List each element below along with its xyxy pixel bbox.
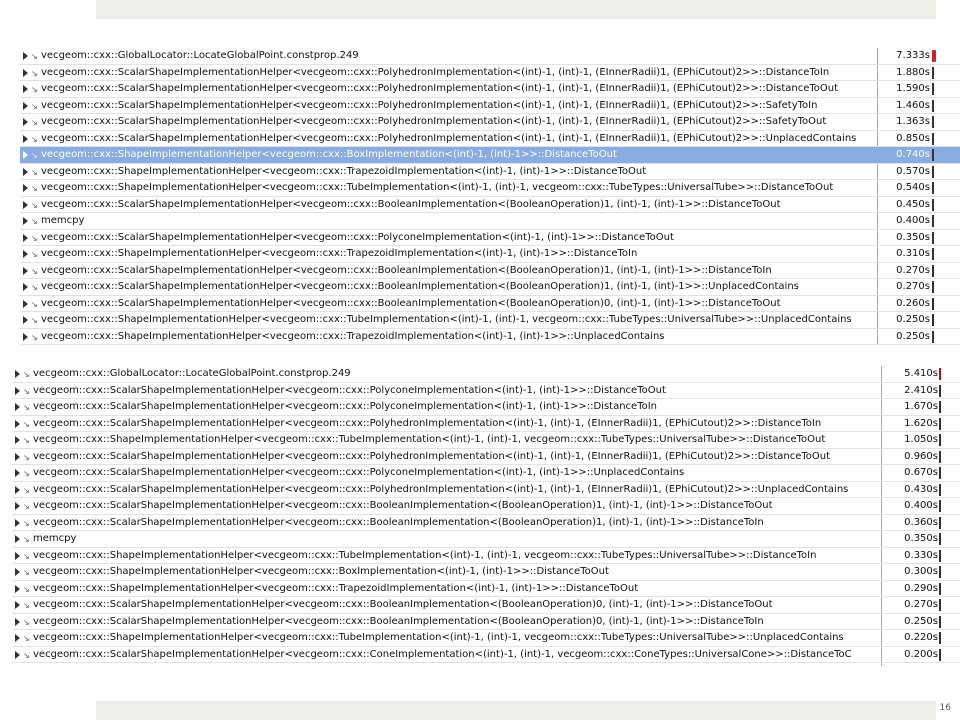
table-row[interactable] — [12, 399, 960, 416]
table-row[interactable] — [20, 164, 960, 181]
time-bar — [939, 583, 941, 595]
function-name: vecgeom::cxx::ScalarShapeImplementationHelper<vecgeom::cxx::PolyconeImplementation<(int)-1, (int)-1>>::UnplacedContains — [33, 467, 685, 478]
expand-arrow-icon[interactable] — [23, 184, 28, 192]
cpu-time: 7.333s — [896, 50, 930, 61]
function-name: vecgeom::cxx::ShapeImplementationHelper<vecgeom::cxx::TubeImplementation<(int)-1, (int)-1, vecgeom::cxx::TubeTypes::UniversalTube>>::UnplacedContains — [33, 632, 844, 643]
callee-arrow-icon: ↘ — [31, 266, 38, 276]
profile-table-bottom — [12, 366, 960, 666]
expand-arrow-icon[interactable] — [15, 568, 20, 576]
callee-arrow-icon: ↘ — [23, 386, 30, 396]
cpu-time: 0.350s — [896, 231, 930, 243]
cpu-time: 0.270s — [896, 264, 930, 276]
callee-arrow-icon: ↘ — [23, 518, 30, 528]
expand-arrow-icon[interactable] — [23, 135, 28, 143]
time-bar — [939, 467, 941, 479]
callee-arrow-icon: ↘ — [23, 617, 30, 627]
callee-arrow-icon: ↘ — [23, 485, 30, 495]
profile-table-top — [20, 48, 960, 345]
table-row[interactable] — [12, 548, 960, 565]
time-bar — [939, 368, 941, 380]
table-row[interactable] — [12, 465, 960, 482]
function-name: vecgeom::cxx::ScalarShapeImplementationHelper<vecgeom::cxx::PolyhedronImplementation<(int)-1, (int)-1, (EInnerRadii)1, (EPhiCutout)2>>::DistanceToIn — [41, 66, 830, 78]
callee-arrow-icon: ↘ — [31, 68, 38, 78]
time-bar — [932, 182, 934, 194]
table-row[interactable] — [12, 416, 960, 433]
callee-arrow-icon: ↘ — [31, 299, 38, 309]
time-bar — [939, 517, 941, 529]
cpu-time: 0.260s — [896, 297, 930, 309]
cpu-time: 0.670s — [904, 467, 938, 478]
table-row[interactable] — [12, 482, 960, 499]
cpu-time: 0.430s — [904, 483, 938, 495]
callee-arrow-icon: ↘ — [31, 101, 38, 111]
function-name: vecgeom::cxx::ScalarShapeImplementationHelper<vecgeom::cxx::PolyconeImplementation<(int)-1, (int)-1>>::DistanceToOut — [33, 384, 666, 396]
table-row[interactable] — [20, 81, 960, 98]
expand-arrow-icon[interactable] — [23, 118, 28, 126]
time-bar — [939, 599, 941, 611]
cpu-time: 0.960s — [904, 450, 938, 462]
function-name: vecgeom::cxx::GlobalLocator::LocateGlobalPoint.constprop.249 — [41, 50, 359, 61]
cpu-time: 1.460s — [896, 99, 930, 111]
table-row[interactable] — [12, 564, 960, 581]
callee-arrow-icon: ↘ — [23, 370, 30, 379]
table-row[interactable] — [20, 213, 960, 230]
cpu-time: 0.300s — [904, 566, 938, 577]
expand-arrow-icon[interactable] — [15, 502, 20, 510]
cpu-time: 0.310s — [896, 248, 930, 259]
callee-arrow-icon: ↘ — [23, 568, 30, 577]
function-name: vecgeom::cxx::GlobalLocator::LocateGlobalPoint.constprop.249 — [33, 368, 351, 379]
table-row[interactable] — [12, 531, 960, 548]
table-row[interactable] — [20, 296, 960, 313]
function-name: vecgeom::cxx::ScalarShapeImplementationHelper<vecgeom::cxx::BooleanImplementation<(BooleanOperation)1, (int)-1, (int)-1>>::DistanceToIn — [41, 264, 772, 276]
callee-arrow-icon: ↘ — [23, 584, 30, 594]
function-name: vecgeom::cxx::ShapeImplementationHelper<vecgeom::cxx::TrapezoidImplementation<(int)-1, (int)-1>>::UnplacedContains — [41, 330, 665, 342]
cpu-time: 0.330s — [904, 549, 938, 561]
cpu-time: 0.250s — [896, 314, 930, 325]
function-name: vecgeom::cxx::ScalarShapeImplementationHelper<vecgeom::cxx::ConeImplementation<(int)-1, (int)-1, vecgeom::cxx::ConeTypes::UniversalCone>>::DistanceToC — [33, 648, 852, 660]
callee-arrow-icon: ↘ — [31, 151, 38, 160]
time-bar — [932, 281, 934, 293]
expand-arrow-icon[interactable] — [15, 486, 20, 494]
callee-arrow-icon: ↘ — [31, 250, 38, 259]
table-row[interactable] — [20, 147, 960, 164]
time-bar — [939, 418, 941, 430]
expand-arrow-icon[interactable] — [23, 250, 28, 258]
function-name: vecgeom::cxx::ScalarShapeImplementationHelper<vecgeom::cxx::PolyhedronImplementation<(int)-1, (int)-1, (EInnerRadii)1, (EPhiCutout)2>>::UnplacedContains — [33, 483, 849, 495]
expand-arrow-icon[interactable] — [23, 52, 28, 60]
function-name: vecgeom::cxx::ShapeImplementationHelper<vecgeom::cxx::TubeImplementation<(int)-1, (int)-1, vecgeom::cxx::TubeTypes::UniversalTube>>::DistanceToOut — [41, 182, 834, 193]
slide-top-band — [96, 0, 936, 19]
time-bar — [939, 385, 941, 397]
cpu-time: 0.360s — [904, 516, 938, 528]
table-row[interactable] — [12, 449, 960, 466]
table-row[interactable] — [12, 630, 960, 647]
expand-arrow-icon[interactable] — [15, 370, 20, 378]
expand-arrow-icon[interactable] — [23, 234, 28, 242]
callee-arrow-icon: ↘ — [31, 217, 38, 226]
function-name: vecgeom::cxx::ScalarShapeImplementationHelper<vecgeom::cxx::BooleanImplementation<(BooleanOperation)1, (int)-1, (int)-1>>::DistanceToOut — [33, 500, 773, 511]
cpu-time: 0.850s — [896, 132, 930, 144]
callee-arrow-icon: ↘ — [31, 184, 38, 193]
time-bar — [939, 401, 941, 413]
cpu-time: 1.620s — [904, 417, 938, 429]
callee-arrow-icon: ↘ — [23, 469, 30, 478]
expand-arrow-icon[interactable] — [23, 151, 28, 159]
table-row[interactable] — [20, 279, 960, 296]
cpu-time: 0.290s — [904, 582, 938, 594]
callee-arrow-icon: ↘ — [23, 535, 30, 544]
table-row[interactable] — [12, 432, 960, 449]
expand-arrow-icon[interactable] — [23, 69, 28, 77]
expand-arrow-icon[interactable] — [15, 651, 20, 659]
table-row[interactable] — [20, 329, 960, 346]
table-row[interactable] — [12, 647, 960, 664]
time-bar — [932, 100, 934, 112]
slide-bottom-band — [96, 701, 936, 720]
callee-arrow-icon: ↘ — [31, 233, 38, 243]
cpu-time: 0.350s — [904, 533, 938, 544]
function-name: vecgeom::cxx::ScalarShapeImplementationHelper<vecgeom::cxx::BooleanImplementation<(BooleanOperation)0, (int)-1, (int)-1>>::DistanceToIn — [33, 615, 764, 627]
cpu-time: 0.250s — [896, 330, 930, 342]
cpu-time: 5.410s — [904, 368, 938, 379]
expand-arrow-icon[interactable] — [23, 102, 28, 110]
cpu-time: 0.570s — [896, 165, 930, 177]
cpu-time: 0.740s — [896, 149, 930, 160]
time-bar — [939, 566, 941, 578]
cpu-time: 0.270s — [904, 599, 938, 610]
callee-arrow-icon: ↘ — [23, 436, 30, 445]
cpu-time: 1.670s — [904, 401, 938, 412]
table-row[interactable] — [12, 498, 960, 515]
time-bar — [932, 298, 934, 310]
expand-arrow-icon[interactable] — [15, 535, 20, 543]
table-row[interactable] — [20, 180, 960, 197]
function-name: vecgeom::cxx::ScalarShapeImplementationHelper<vecgeom::cxx::BooleanImplementation<(BooleanOperation)1, (int)-1, (int)-1>>::UnplacedContains — [41, 281, 799, 292]
function-name: vecgeom::cxx::ScalarShapeImplementationHelper<vecgeom::cxx::PolyhedronImplementation<(int)-1, (int)-1, (EInnerRadii)1, (EPhiCutout)2>>::DistanceToOut — [41, 83, 839, 94]
expand-arrow-icon[interactable] — [15, 552, 20, 560]
function-name: vecgeom::cxx::ScalarShapeImplementationHelper<vecgeom::cxx::PolyhedronImplementation<(int)-1, (int)-1, (EInnerRadii)1, (EPhiCutout)2>>::DistanceToIn — [33, 417, 822, 429]
time-bar — [932, 67, 934, 79]
expand-arrow-icon[interactable] — [23, 201, 28, 209]
cpu-time: 0.200s — [904, 648, 938, 660]
expand-arrow-icon[interactable] — [15, 634, 20, 642]
expand-arrow-icon[interactable] — [15, 585, 20, 593]
table-row[interactable] — [20, 246, 960, 263]
cpu-time: 0.250s — [904, 615, 938, 627]
function-name: vecgeom::cxx::ShapeImplementationHelper<vecgeom::cxx::TrapezoidImplementation<(int)-1, (int)-1>>::DistanceToOut — [33, 582, 639, 594]
table-row[interactable] — [20, 65, 960, 82]
expand-arrow-icon[interactable] — [23, 168, 28, 176]
time-bar — [939, 616, 941, 628]
time-bar — [939, 500, 941, 512]
time-bar — [939, 649, 941, 661]
time-bar — [932, 116, 934, 128]
function-name: vecgeom::cxx::ScalarShapeImplementationHelper<vecgeom::cxx::PolyhedronImplementation<(int)-1, (int)-1, (EInnerRadii)1, (EPhiCutout)2>>::UnplacedContains — [41, 132, 857, 144]
time-bar — [939, 484, 941, 496]
callee-arrow-icon: ↘ — [23, 452, 30, 462]
table-row[interactable] — [12, 581, 960, 598]
callee-arrow-icon: ↘ — [23, 650, 30, 660]
time-bar — [939, 632, 941, 644]
callee-arrow-icon: ↘ — [23, 403, 30, 412]
expand-arrow-icon[interactable] — [15, 601, 20, 609]
table-row[interactable] — [20, 263, 960, 280]
table-row[interactable] — [12, 383, 960, 400]
expand-arrow-icon[interactable] — [15, 469, 20, 477]
time-bar — [939, 451, 941, 463]
cpu-time: 0.400s — [904, 500, 938, 511]
time-bar — [932, 149, 934, 161]
expand-arrow-icon[interactable] — [23, 283, 28, 291]
callee-arrow-icon: ↘ — [31, 134, 38, 144]
function-name: vecgeom::cxx::ShapeImplementationHelper<vecgeom::cxx::TubeImplementation<(int)-1, (int)-1, vecgeom::cxx::TubeTypes::UniversalTube>>::DistanceToOut — [33, 434, 826, 445]
function-name: vecgeom::cxx::ShapeImplementationHelper<vecgeom::cxx::TubeImplementation<(int)-1, (int)-1, vecgeom::cxx::TubeTypes::UniversalTube>>::DistanceToIn — [33, 549, 817, 561]
table-row[interactable] — [20, 312, 960, 329]
function-name: vecgeom::cxx::ShapeImplementationHelper<vecgeom::cxx::TubeImplementation<(int)-1, (int)-1, vecgeom::cxx::TubeTypes::UniversalTube>>::UnplacedContains — [41, 314, 852, 325]
callee-arrow-icon: ↘ — [23, 419, 30, 429]
page-number: 16 — [939, 703, 951, 713]
cpu-time: 0.540s — [896, 182, 930, 193]
function-name: vecgeom::cxx::ShapeImplementationHelper<vecgeom::cxx::TrapezoidImplementation<(int)-1, (int)-1>>::DistanceToIn — [41, 248, 638, 259]
function-name: memcpy — [41, 215, 85, 226]
table-row[interactable] — [20, 230, 960, 247]
function-name: vecgeom::cxx::ShapeImplementationHelper<vecgeom::cxx::TrapezoidImplementation<(int)-1, (int)-1>>::DistanceToOut — [41, 165, 647, 177]
expand-arrow-icon[interactable] — [15, 387, 20, 395]
callee-arrow-icon: ↘ — [23, 502, 30, 511]
function-name: vecgeom::cxx::ShapeImplementationHelper<vecgeom::cxx::BoxImplementation<(int)-1, (int)-1>>::DistanceToOut — [41, 149, 617, 160]
cpu-time: 2.410s — [904, 384, 938, 396]
function-name: vecgeom::cxx::ScalarShapeImplementationHelper<vecgeom::cxx::PolyconeImplementation<(int)-1, (int)-1>>::DistanceToOut — [41, 231, 674, 243]
expand-arrow-icon[interactable] — [23, 217, 28, 225]
time-bar — [939, 550, 941, 562]
expand-arrow-icon[interactable] — [15, 618, 20, 626]
callee-arrow-icon: ↘ — [23, 634, 30, 643]
cpu-time: 0.220s — [904, 632, 938, 643]
time-bar — [932, 232, 934, 244]
cpu-time: 0.270s — [896, 281, 930, 292]
callee-arrow-icon: ↘ — [31, 52, 38, 61]
time-bar — [939, 434, 941, 446]
expand-arrow-icon[interactable] — [23, 267, 28, 275]
time-bar — [932, 50, 936, 62]
callee-arrow-icon: ↘ — [31, 200, 38, 210]
time-bar — [932, 215, 934, 227]
expand-arrow-icon[interactable] — [23, 300, 28, 308]
expand-arrow-icon[interactable] — [23, 85, 28, 93]
callee-arrow-icon: ↘ — [31, 316, 38, 325]
time-bar — [932, 166, 934, 178]
callee-arrow-icon: ↘ — [23, 551, 30, 561]
expand-arrow-icon[interactable] — [15, 453, 20, 461]
time-bar — [932, 331, 934, 343]
function-name: vecgeom::cxx::ScalarShapeImplementationHelper<vecgeom::cxx::PolyhedronImplementation<(int)-1, (int)-1, (EInnerRadii)1, (EPhiCutout)2>>::DistanceToOut — [33, 450, 831, 462]
time-bar — [932, 199, 934, 211]
function-name: memcpy — [33, 533, 77, 544]
table-row[interactable] — [12, 366, 960, 383]
callee-arrow-icon: ↘ — [31, 283, 38, 292]
callee-arrow-icon: ↘ — [31, 118, 38, 127]
callee-arrow-icon: ↘ — [31, 85, 38, 94]
function-name: vecgeom::cxx::ShapeImplementationHelper<vecgeom::cxx::BoxImplementation<(int)-1, (int)-1>>::DistanceToOut — [33, 566, 609, 577]
function-name: vecgeom::cxx::ScalarShapeImplementationHelper<vecgeom::cxx::PolyhedronImplementation<(int)-1, (int)-1, (EInnerRadii)1, (EPhiCutout)2>>::SafetyToOut — [41, 116, 827, 127]
table-row[interactable] — [20, 114, 960, 131]
table-row[interactable] — [20, 197, 960, 214]
function-name: vecgeom::cxx::ScalarShapeImplementationHelper<vecgeom::cxx::PolyconeImplementation<(int)-1, (int)-1>>::DistanceToIn — [33, 401, 658, 412]
function-name: vecgeom::cxx::ScalarShapeImplementationHelper<vecgeom::cxx::BooleanImplementation<(BooleanOperation)0, (int)-1, (int)-1>>::DistanceToOut — [41, 297, 781, 309]
function-name: vecgeom::cxx::ScalarShapeImplementationHelper<vecgeom::cxx::PolyhedronImplementation<(int)-1, (int)-1, (EInnerRadii)1, (EPhiCutout)2>>::SafetyToIn — [41, 99, 818, 111]
callee-arrow-icon: ↘ — [31, 332, 38, 342]
time-bar — [932, 83, 934, 95]
cpu-time: 1.590s — [896, 83, 930, 94]
table-row[interactable] — [20, 48, 960, 65]
cpu-time: 1.880s — [896, 66, 930, 78]
table-row[interactable] — [12, 597, 960, 614]
time-bar — [939, 533, 941, 545]
function-name: vecgeom::cxx::ScalarShapeImplementationHelper<vecgeom::cxx::BooleanImplementation<(BooleanOperation)1, (int)-1, (int)-1>>::DistanceToOut — [41, 198, 781, 210]
table-row[interactable] — [20, 131, 960, 148]
cpu-time: 1.050s — [904, 434, 938, 445]
function-name: vecgeom::cxx::ScalarShapeImplementationHelper<vecgeom::cxx::BooleanImplementation<(BooleanOperation)0, (int)-1, (int)-1>>::DistanceToOut — [33, 599, 773, 610]
expand-arrow-icon[interactable] — [15, 436, 20, 444]
table-row[interactable] — [12, 515, 960, 532]
cpu-time: 0.450s — [896, 198, 930, 210]
expand-arrow-icon[interactable] — [23, 316, 28, 324]
cpu-time: 0.400s — [896, 215, 930, 226]
time-bar — [932, 265, 934, 277]
expand-arrow-icon[interactable] — [15, 519, 20, 527]
time-bar — [932, 314, 934, 326]
time-bar — [932, 133, 934, 145]
cpu-time: 1.363s — [896, 116, 930, 127]
callee-arrow-icon: ↘ — [23, 601, 30, 610]
callee-arrow-icon: ↘ — [31, 167, 38, 177]
time-bar — [932, 248, 934, 260]
function-name: vecgeom::cxx::ScalarShapeImplementationHelper<vecgeom::cxx::BooleanImplementation<(BooleanOperation)1, (int)-1, (int)-1>>::DistanceToIn — [33, 516, 764, 528]
table-row[interactable] — [20, 98, 960, 115]
expand-arrow-icon[interactable] — [23, 333, 28, 341]
table-row[interactable] — [12, 614, 960, 631]
expand-arrow-icon[interactable] — [15, 420, 20, 428]
expand-arrow-icon[interactable] — [15, 403, 20, 411]
